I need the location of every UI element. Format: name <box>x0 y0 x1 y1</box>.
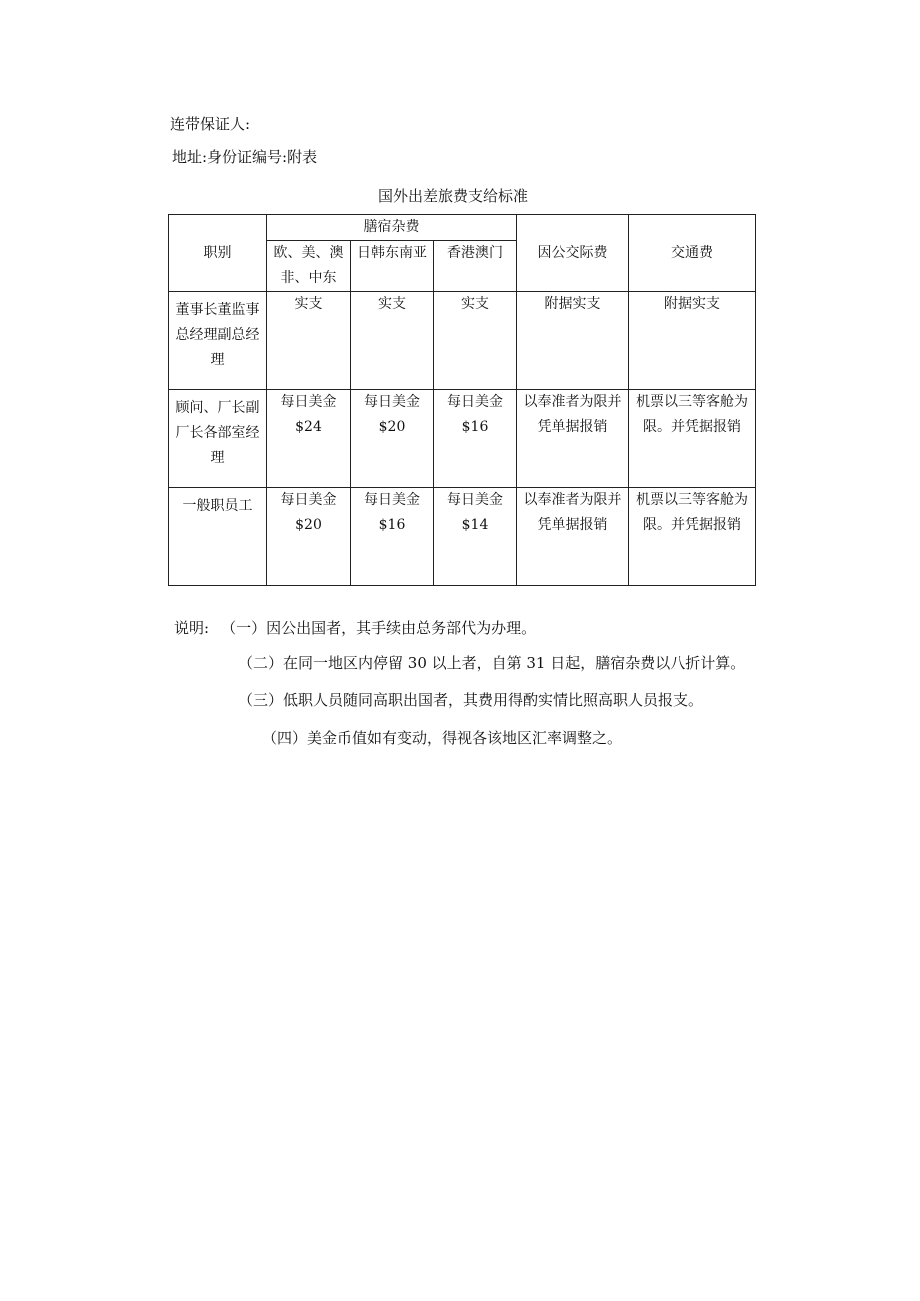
header-region-europe: 欧、美、澳非、中东 <box>267 241 351 292</box>
cell-line: 每日美金 <box>280 492 337 508</box>
cell-entertainment: 以奉准者为限并凭单据报销 <box>517 488 629 586</box>
cell-rank: 董事长董监事总经理副总经理 <box>169 292 267 390</box>
cell-region1 <box>267 390 351 488</box>
address-line: 地址:身份证编号:附表 <box>172 148 318 166</box>
note-item-2: （二）在同一地区内停留 30 以上者，自第 31 日起，膳宿杂费以八折计算。 <box>238 654 746 672</box>
cell-line: 每日美金 <box>364 394 420 410</box>
note-item-4: （四）美金币值如有变动，得视各该地区汇率调整之。 <box>262 729 623 747</box>
cell-region3 <box>434 390 517 488</box>
cell-rank: 一般职员工 <box>169 488 267 586</box>
header-region-asia: 日韩东南亚 <box>351 241 434 292</box>
cell-line: 实支 <box>378 296 406 312</box>
header-rank: 职别 <box>169 215 267 292</box>
cell-region1 <box>267 292 351 390</box>
cell-line: $20 <box>378 419 406 435</box>
cell-entertainment: 附据实支 <box>517 292 629 390</box>
cell-line: 每日美金 <box>447 492 503 508</box>
cell-line: $24 <box>295 419 322 435</box>
cell-transport: 附据实支 <box>629 292 756 390</box>
cell-transport: 机票以三等客舱为限。并凭据报销 <box>629 390 756 488</box>
cell-line: 实支 <box>294 296 323 312</box>
cell-line: 每日美金 <box>280 394 337 410</box>
cell-line: 实支 <box>461 296 489 312</box>
table-row <box>169 390 756 488</box>
cell-transport: 机票以三等客舱为限。并凭据报销 <box>629 488 756 586</box>
guarantor-label: 连带保证人: <box>170 115 251 133</box>
cell-region2 <box>351 292 434 390</box>
note-item-3: （三）低职人员随同高职出国者，其费用得酌实情比照高职人员报支。 <box>238 691 704 709</box>
table-row <box>169 488 756 586</box>
table-row <box>169 292 756 390</box>
cell-line: $20 <box>295 517 322 533</box>
cell-region3 <box>434 488 517 586</box>
cell-region2 <box>351 390 434 488</box>
cell-line: 每日美金 <box>364 492 420 508</box>
cell-line: $16 <box>461 419 489 435</box>
cell-region2 <box>351 488 434 586</box>
cell-line: $14 <box>461 517 489 533</box>
note-item-1 <box>174 617 536 638</box>
cell-rank: 顾问、厂长副厂长各部室经理 <box>169 390 267 488</box>
table-title: 国外出差旅费支给标准 <box>378 187 529 205</box>
header-transport: 交通费 <box>629 215 756 292</box>
header-entertainment: 因公交际费 <box>517 215 629 292</box>
cell-region1 <box>267 488 351 586</box>
table-header-row <box>169 215 756 241</box>
cell-line: 每日美金 <box>447 394 503 410</box>
notes-label: 说明: <box>174 619 210 637</box>
header-region-hkmo: 香港澳门 <box>434 241 517 292</box>
cell-line: $16 <box>378 517 406 533</box>
cell-entertainment: 以奉准者为限并凭单据报销 <box>517 390 629 488</box>
travel-allowance-table <box>168 214 756 586</box>
note-text: （一）因公出国者，其手续由总务部代为办理。 <box>221 619 537 637</box>
cell-region3 <box>434 292 517 390</box>
header-lodging-group: 膳宿杂费 <box>267 215 517 241</box>
